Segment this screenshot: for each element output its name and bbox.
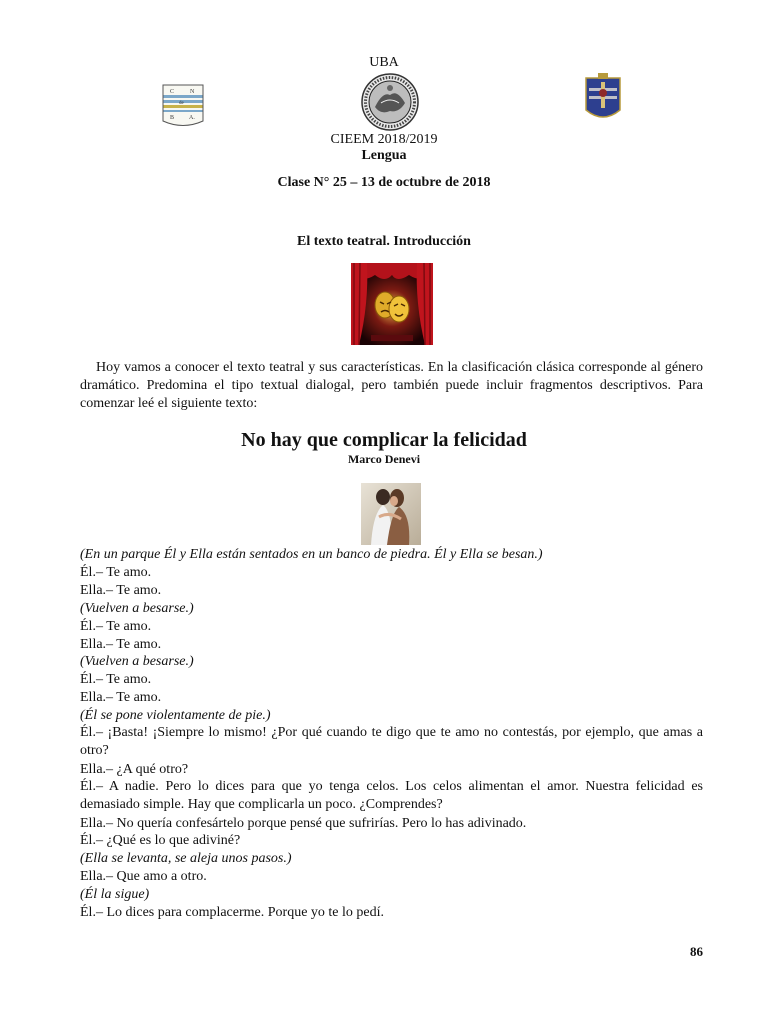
svg-text:C: C [170, 89, 175, 95]
cieem-crest [584, 72, 622, 124]
stage-direction: (Vuelven a besarse.) [80, 654, 194, 669]
stage-direction: (En un parque Él y Ella están sentados en un banco de piedra. Él y Ella se besan.) [80, 547, 543, 562]
svg-text:N: N [190, 89, 195, 95]
header-program: CIEEM 2018/2019 [330, 132, 438, 147]
dialog-line: Ella.– Que amo a otro. [80, 869, 207, 884]
dialog-line: Ella.– Te amo. [80, 583, 162, 598]
header-institution: UBA [369, 55, 399, 70]
stage-direction: (Él la sigue) [80, 887, 150, 902]
dialog-line: Él.– ¿Qué es lo que adiviné? [80, 833, 241, 848]
stage-direction: (Vuelven a besarse.) [80, 601, 194, 616]
dialog-line: Ella.– ¿A qué otro? [80, 762, 189, 777]
uba-seal [361, 73, 419, 131]
svg-text:B: B [170, 115, 175, 121]
svg-text:A.: A. [189, 115, 195, 121]
play-title: No hay que complicar la felicidad [241, 429, 527, 451]
dialog-line: Él.– A nadie. Pero lo dices para que yo tenga celos. Los celos alimentan el amor. Nuestra felicidad es demasiado simple. Hay que complicarla un poco. ¿Comprendes? [80, 779, 703, 812]
dialog-line: Ella.– Te amo. [80, 690, 162, 705]
dialog-line: Ella.– No quería confesártelo porque pensé que sufrirías. Pero lo has adivinado. [80, 816, 527, 831]
svg-text:de: de [179, 101, 184, 106]
dialog-line: Él.– Te amo. [80, 619, 152, 634]
stage-direction: (Él se pone violentamente de pie.) [80, 708, 271, 723]
couple-photo [361, 483, 421, 545]
dialog-line: Él.– Lo dices para complacerme. Porque yo te lo pedí. [80, 905, 385, 920]
cnba-logo [162, 84, 204, 130]
dialog-line: Él.– ¡Basta! ¡Siempre lo mismo! ¿Por qué cuando te digo que te amo no contestás, por ejemplo, que amas a otro? [80, 725, 703, 758]
stage-direction: (Ella se levanta, se aleja unos pasos.) [80, 851, 292, 866]
header-subject: Lengua [361, 148, 407, 163]
section-title: El texto teatral. Introducción [297, 234, 471, 249]
dialog-line: Él.– Te amo. [80, 565, 152, 580]
page-number: 86 [690, 944, 703, 959]
intro-paragraph: Hoy vamos a conocer el texto teatral y sus características. En la clasificación clásica corresponde al género dramático. Predomina el tipo textual dialogal, pero también puede incluir fragmentos descriptivos. Para comenzar leé el siguiente texto: [80, 360, 703, 411]
theater-masks-image [351, 263, 433, 345]
dialog-line: Ella.– Te amo. [80, 637, 162, 652]
dialog-line: Él.– Te amo. [80, 672, 152, 687]
class-info: Clase N° 25 – 13 de octubre de 2018 [277, 175, 491, 190]
play-author: Marco Denevi [347, 452, 421, 466]
